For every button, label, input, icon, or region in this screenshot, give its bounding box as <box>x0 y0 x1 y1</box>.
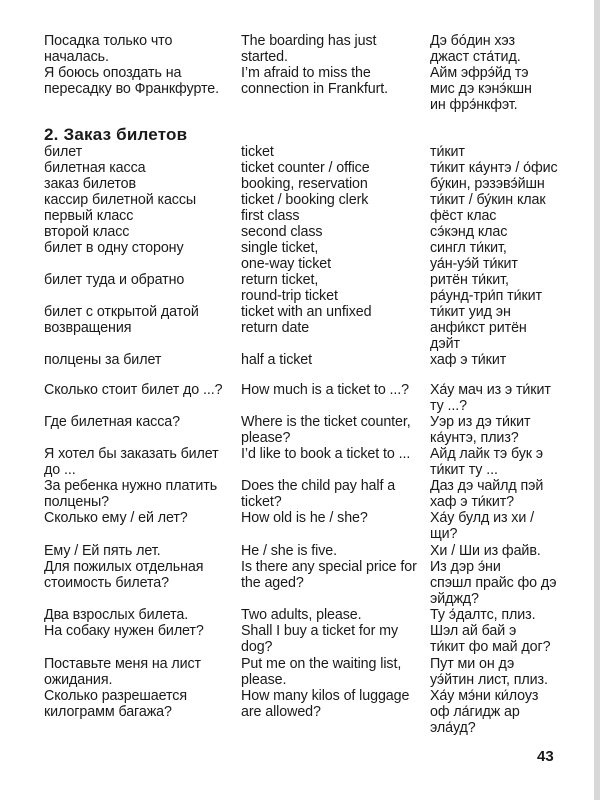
row-en: Is there any special price for the aged? <box>241 559 417 591</box>
row-tr: Уэр из дэ ти́кит ка́унтэ, плиз? <box>430 414 531 446</box>
row-ru: билет туда и обратно <box>44 272 185 288</box>
row-ru: Поставьте меня на лист ожидания. <box>44 656 201 688</box>
row-en: I’d like to book a ticket to ... <box>241 446 411 462</box>
row-ru: Сколько разрешается килограмм багажа? <box>44 688 187 720</box>
row-ru: билет с открытой датой возвращения <box>44 304 199 336</box>
intro-tr-1: Дэ бóдин хэз джаст ста́тид. <box>430 33 521 65</box>
row-ru: На собаку нужен билет? <box>44 623 204 639</box>
row-en: He / she is five. <box>241 543 338 559</box>
row-tr: Ту э́далтс, плиз. <box>430 607 536 623</box>
row-en: booking, reservation <box>241 176 368 192</box>
row-ru: кассир билетной кассы <box>44 192 197 208</box>
row-en: second class <box>241 224 323 240</box>
row-ru: билет <box>44 144 83 160</box>
row-en: Two adults, please. <box>241 607 362 623</box>
row-en: half a ticket <box>241 352 313 368</box>
row-ru: Ему / Ей пять лет. <box>44 543 161 559</box>
intro-ru-2: Я боюсь опоздать на пересадку во Франкфурте. <box>44 65 219 97</box>
row-ru: заказ билетов <box>44 176 137 192</box>
row-tr: фёст клас <box>430 208 497 224</box>
row-tr: Ха́у мэ́ни ки́лоуз оф ла́гидж ар эла́уд? <box>430 688 539 736</box>
row-en: How old is he / she? <box>241 510 368 526</box>
row-en: How much is a ticket to ...? <box>241 382 410 398</box>
row-tr: сэ́кэнд клас <box>430 224 508 240</box>
row-ru: первый класс <box>44 208 134 224</box>
row-ru: Для пожилых отдельная стоимость билета? <box>44 559 204 591</box>
row-en: ticket / booking clerk <box>241 192 369 208</box>
row-tr: Даз дэ чайлд пэй хаф э ти́кит? <box>430 478 544 510</box>
section-heading: 2. Заказ билетов <box>44 125 188 144</box>
row-tr: Хи / Ши из файв. <box>430 543 541 559</box>
row-tr: Из дэр э́ни спэшл прайс фо дэ эйджд? <box>430 559 557 607</box>
row-tr: сингл ти́кит, уа́н-уэ́й ти́кит <box>430 240 518 272</box>
row-tr: Ха́у мач из э ти́кит ту ...? <box>430 382 551 414</box>
row-ru: Сколько стоит билет до ...? <box>44 382 223 398</box>
row-en: Shall I buy a ticket for my dog? <box>241 623 399 655</box>
page-number: 43 <box>537 748 554 765</box>
row-tr: ритён ти́кит, ра́унд-три́п ти́кит <box>430 272 542 304</box>
row-ru: Я хотел бы заказать билет до ... <box>44 446 219 478</box>
row-en: ticket with an unfixed return date <box>241 304 372 336</box>
row-ru: Где билетная касса? <box>44 414 180 430</box>
intro-tr-2: Айм эфрэ́йд тэ мис дэ кэнэ́кшн ин фрэ́нкфэт. <box>430 65 532 113</box>
row-tr: ти́кит уид эн анфи́кст ритён дэйт <box>430 304 527 352</box>
row-ru: билет в одну сторону <box>44 240 184 256</box>
row-tr: ти́кит ка́унтэ / о́фис <box>430 160 558 176</box>
row-ru: полцены за билет <box>44 352 162 368</box>
row-en: return ticket, round-trip ticket <box>241 272 338 304</box>
intro-en-2: I’m afraid to miss the connection in Frankfurt. <box>241 65 388 97</box>
row-ru: билетная касса <box>44 160 146 176</box>
row-tr: Пут ми он дэ уэ́йтин лист, плиз. <box>430 656 548 688</box>
row-ru: Сколько ему / ей лет? <box>44 510 188 526</box>
row-tr: бу́кин, рэзэвэ́йшн <box>430 176 545 192</box>
row-ru: второй класс <box>44 224 130 240</box>
row-ru: Два взрослых билета. <box>44 607 189 623</box>
row-en: Does the child pay half a ticket? <box>241 478 396 510</box>
row-en: ticket counter / office <box>241 160 370 176</box>
row-en: Where is the ticket counter, please? <box>241 414 411 446</box>
row-tr: Шэл ай бай э ти́кит фо май дог? <box>430 623 551 655</box>
row-en: single ticket, one-way ticket <box>241 240 331 272</box>
row-en: Put me on the waiting list, please. <box>241 656 402 688</box>
row-en: first class <box>241 208 300 224</box>
row-tr: ти́кит <box>430 144 465 160</box>
row-en: ticket <box>241 144 274 160</box>
row-en: How many kilos of luggage are allowed? <box>241 688 410 720</box>
row-ru: За ребенка нужно платить полцены? <box>44 478 218 510</box>
intro-en-1: The boarding has just started. <box>241 33 377 65</box>
row-tr: хаф э ти́кит <box>430 352 507 368</box>
row-tr: Ха́у булд из хи / щи? <box>430 510 534 542</box>
page-edge-strip <box>594 0 600 800</box>
row-tr: Айд лайк тэ бук э ти́кит ту ... <box>430 446 544 478</box>
row-tr: ти́кит / бу́кин клак <box>430 192 546 208</box>
intro-ru-1: Посадка только что началась. <box>44 33 173 65</box>
